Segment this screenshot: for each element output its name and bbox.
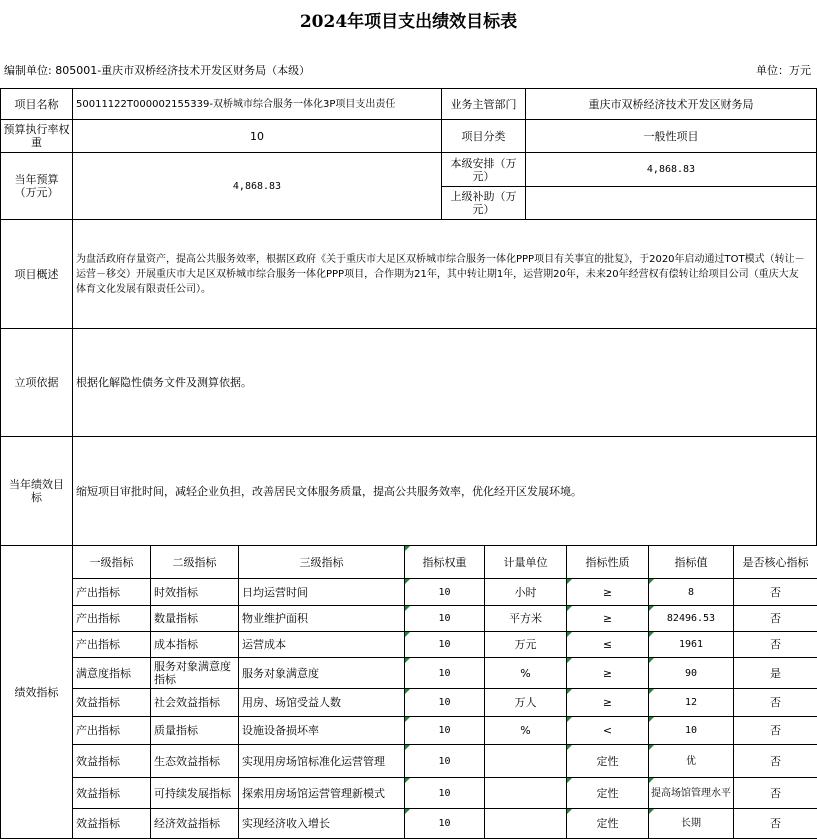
goal-value: 缩短项目审批时间，减轻企业负担，改善居民文体服务质量，提高公共服务效率，优化经开区发展环境。 [72, 436, 817, 546]
indicator-cell-value: 82496.53 [648, 605, 734, 632]
indicator-cell-level2: 可持续发展指标 [150, 777, 239, 809]
indicator-header-weight: 指标权重 [404, 545, 485, 579]
indicator-cell-level2: 质量指标 [150, 716, 239, 745]
indicator-header-nature: 指标性质 [566, 545, 649, 579]
indicator-cell-level3: 运营成本 [238, 631, 405, 658]
overview-label: 项目概述 [0, 219, 73, 329]
indicator-cell-value: 1961 [648, 631, 734, 658]
indicator-cell-nature: ≥ [566, 688, 649, 717]
org-unit-label: 编制单位: [4, 64, 52, 77]
indicator-cell-level2: 社会效益指标 [150, 688, 239, 717]
indicator-cell-value: 优 [648, 744, 734, 778]
indicator-cell-unit: 小时 [484, 578, 567, 606]
indicator-cell-core: 否 [733, 688, 817, 717]
indicator-cell-weight: 10 [404, 578, 485, 606]
indicator-cell-nature: ≥ [566, 657, 649, 689]
indicator-cell-value: 90 [648, 657, 734, 689]
indicator-cell-level3: 实现用房场馆标准化运营管理 [238, 744, 405, 778]
indicator-cell-nature: < [566, 716, 649, 745]
category-label: 项目分类 [441, 119, 526, 153]
indicator-cell-level3: 实现经济收入增长 [238, 808, 405, 839]
indicator-cell-core: 否 [733, 777, 817, 809]
indicator-cell-level2: 生态效益指标 [150, 744, 239, 778]
indicator-cell-value: 12 [648, 688, 734, 717]
weight-value: 10 [72, 119, 442, 153]
indicator-cell-nature: 定性 [566, 808, 649, 839]
goal-label: 当年绩效目标 [0, 436, 73, 546]
indicator-cell-weight: 10 [404, 657, 485, 689]
org-unit-value: 805001-重庆市双桥经济技术开发区财务局（本级） [55, 64, 311, 77]
money-unit: 单位：万元 [756, 64, 811, 77]
indicator-cell-level3: 探索用房场馆运营管理新模式 [238, 777, 405, 809]
indicator-cell-value: 8 [648, 578, 734, 606]
indicator-header-unit: 计量单位 [484, 545, 567, 579]
page-title: 2024年项目支出绩效目标表 [299, 12, 518, 32]
indicator-cell-unit: 平方米 [484, 605, 567, 632]
indicator-cell-level2: 成本指标 [150, 631, 239, 658]
indicator-cell-level3: 用房、场馆受益人数 [238, 688, 405, 717]
indicator-cell-level1: 产出指标 [72, 578, 151, 606]
indicator-cell-core: 否 [733, 605, 817, 632]
indicator-header-value: 指标值 [648, 545, 734, 579]
indicator-cell-core: 否 [733, 716, 817, 745]
indicator-cell-level3: 日均运营时间 [238, 578, 405, 606]
indicator-cell-level1: 产出指标 [72, 716, 151, 745]
indicator-cell-core: 否 [733, 808, 817, 839]
indicator-cell-nature: 定性 [566, 777, 649, 809]
overview-value: 为盘活政府存量资产，提高公共服务效率，根据区政府《关于重庆市大足区双桥城市综合服务一体化PPP项目有关事宜的批复》，于2020年启动通过TOT模式（转让－运营－移交）开展重庆市大足区双桥城市综合服务一体化PPP项目，合作期为21年，其中转让期1年，运营期20年，未来20年经营权有偿转让给项目公司（重庆大友体育文化发展有限责任公司）。 [72, 219, 817, 329]
indicator-cell-level1: 效益指标 [72, 688, 151, 717]
indicator-cell-nature: ≥ [566, 578, 649, 606]
indicator-cell-weight: 10 [404, 777, 485, 809]
indicator-cell-level1: 满意度指标 [72, 657, 151, 689]
dept-label: 业务主管部门 [441, 88, 526, 120]
indicator-cell-unit [484, 808, 567, 839]
indicator-cell-core: 否 [733, 631, 817, 658]
upper-label: 上级补助（万元） [441, 186, 526, 220]
weight-label: 预算执行率权重 [0, 119, 73, 153]
indicator-cell-unit [484, 744, 567, 778]
org-unit [4, 62, 310, 78]
indicator-cell-nature: 定性 [566, 744, 649, 778]
upper-value [525, 186, 817, 220]
indicator-header-level1: 一级指标 [72, 545, 151, 579]
indicators-label: 绩效指标 [0, 545, 73, 839]
indicator-cell-level3: 设施设备损坏率 [238, 716, 405, 745]
project-name-label: 项目名称 [0, 88, 73, 120]
dept-value: 重庆市双桥经济技术开发区财务局 [525, 88, 817, 120]
indicator-cell-core: 否 [733, 578, 817, 606]
basis-label: 立项依据 [0, 328, 73, 437]
project-name-value: 50011122T000002155339-双桥城市综合服务一体化3P项目支出责任 [72, 88, 442, 120]
indicator-header-level3: 三级指标 [238, 545, 405, 579]
category-value: 一般性项目 [525, 119, 817, 153]
indicator-cell-core: 否 [733, 744, 817, 778]
local-label: 本级安排（万元） [441, 152, 526, 187]
indicator-cell-level1: 产出指标 [72, 605, 151, 632]
indicator-cell-unit [484, 777, 567, 809]
local-value: 4,868.83 [525, 152, 817, 187]
indicator-cell-level2: 数量指标 [150, 605, 239, 632]
indicator-cell-level1: 效益指标 [72, 808, 151, 839]
indicator-cell-nature: ≤ [566, 631, 649, 658]
indicator-cell-unit: % [484, 657, 567, 689]
indicator-cell-level2: 服务对象满意度指标 [150, 657, 239, 689]
indicator-cell-nature: ≥ [566, 605, 649, 632]
indicator-cell-weight: 10 [404, 808, 485, 839]
indicator-header-level2: 二级指标 [150, 545, 239, 579]
indicator-cell-value: 10 [648, 716, 734, 745]
indicator-header-core: 是否核心指标 [733, 545, 817, 579]
indicator-cell-level3: 服务对象满意度 [238, 657, 405, 689]
indicator-cell-weight: 10 [404, 605, 485, 632]
indicator-cell-level3: 物业维护面积 [238, 605, 405, 632]
indicator-cell-weight: 10 [404, 631, 485, 658]
budget-value: 4,868.83 [72, 152, 442, 220]
header-row [0, 55, 817, 82]
indicator-cell-weight: 10 [404, 744, 485, 778]
budget-label: 当年预算（万元） [0, 152, 73, 220]
indicator-cell-unit: 万人 [484, 688, 567, 717]
indicator-cell-level2: 时效指标 [150, 578, 239, 606]
basis-value: 根据化解隐性债务文件及测算依据。 [72, 328, 817, 437]
indicator-cell-level1: 产出指标 [72, 631, 151, 658]
indicator-cell-weight: 10 [404, 716, 485, 745]
indicator-cell-level2: 经济效益指标 [150, 808, 239, 839]
indicator-cell-value: 长期 [648, 808, 734, 839]
indicator-cell-level1: 效益指标 [72, 777, 151, 809]
indicator-cell-core: 是 [733, 657, 817, 689]
indicator-cell-value: 提高场馆管理水平 [648, 777, 734, 809]
indicator-cell-level1: 效益指标 [72, 744, 151, 778]
indicator-cell-unit: 万元 [484, 631, 567, 658]
indicator-cell-weight: 10 [404, 688, 485, 717]
indicator-cell-unit: % [484, 716, 567, 745]
